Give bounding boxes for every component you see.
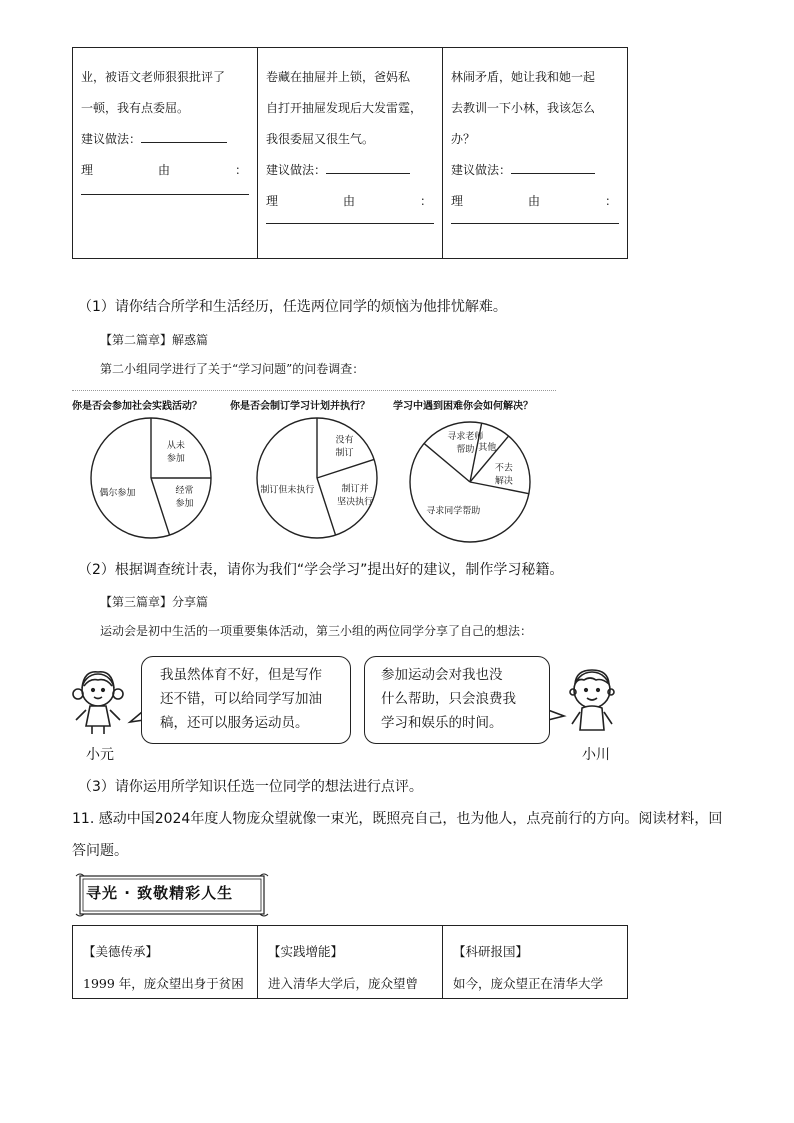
material-text: 进入清华大学后，庞众望曾 xyxy=(268,976,419,991)
material-heading: 【科研报国】 xyxy=(453,944,529,959)
material-text: 如今，庞众望正在清华大学 xyxy=(453,976,604,991)
material-cell xyxy=(258,926,443,998)
scenario-cell-3 xyxy=(443,48,627,258)
question-2: （2）根据调查统计表，请你为我们“学会学习”提出好的建议，制作学习秘籍。 xyxy=(78,562,564,578)
scenario-text: 一顿，我有点委屈。 xyxy=(81,101,190,115)
material-text: 1999 年，庞众望出身于贫困 xyxy=(83,976,244,991)
scenario-text: 卷藏在抽屉并上锁，爸妈私 xyxy=(266,70,411,84)
scenario-text: 办？ xyxy=(451,132,476,146)
material-heading: 【实践增能】 xyxy=(268,944,344,959)
dotted-divider xyxy=(72,390,556,391)
reason-char: ： xyxy=(604,194,617,208)
scenario-text: 去教训一下小林，我该怎么 xyxy=(451,101,596,115)
material-cell xyxy=(73,926,258,998)
question-3: （3）请你运用所学知识任选一位同学的想法进行点评。 xyxy=(78,779,423,795)
advice-label: 建议做法： xyxy=(266,163,327,177)
left-speech-bubble xyxy=(141,656,351,744)
material-table xyxy=(72,925,628,999)
reason-char: 由 xyxy=(342,194,355,208)
pie-slice-label: 经常参加 xyxy=(175,485,194,509)
left-person-name: 小元 xyxy=(86,747,114,763)
bubble-line: 我虽然体育不好，但是写作 xyxy=(160,667,322,683)
question-11-line-1: 11. 感动中国2024年度人物庞众望就像一束光，既照亮自己，也为他人，点亮前行的方向。阅读材料，回 xyxy=(72,811,723,827)
pie-slice-label: 寻求同学帮助 xyxy=(426,506,481,517)
advice-label: 建议做法： xyxy=(451,163,512,177)
bubble-line: 稿，还可以服务运动员。 xyxy=(160,715,309,731)
pie-slice-label: 不去解决 xyxy=(494,463,513,487)
reason-char: 理 xyxy=(81,163,94,177)
right-person-name: 小川 xyxy=(582,747,610,763)
advice-blank[interactable] xyxy=(511,158,595,174)
reason-char: ： xyxy=(234,163,247,177)
scenario-text: 自打开抽屉发现后大发雷霆， xyxy=(266,101,423,115)
right-speech-bubble xyxy=(364,656,550,744)
question-1: （1）请你结合所学和生活经历，任选两位同学的烦恼为他排忧解难。 xyxy=(78,299,507,315)
reason-char: 理 xyxy=(451,194,464,208)
reason-blank[interactable] xyxy=(451,223,619,224)
boy-avatar-icon xyxy=(570,670,614,730)
reason-char: ： xyxy=(419,194,432,208)
reason-blank[interactable] xyxy=(81,194,249,195)
bubble-line: 什么帮助，只会浪费我 xyxy=(381,691,516,707)
pie-slice-label: 制订并坚决执行 xyxy=(337,484,374,508)
pie-slice-label: 寻求老师帮助 xyxy=(447,432,484,456)
chart-title: 你是否会制订学习计划并执行？ xyxy=(230,401,370,412)
bubble-line: 参加运动会对我也没 xyxy=(381,667,503,683)
scenario-text: 业，被语文老师狠狠批评了 xyxy=(81,70,226,84)
chapter-3-heading: 【第三篇章】分享篇 xyxy=(100,595,209,609)
survey-intro: 第二小组同学进行了关于“学习问题”的问卷调查： xyxy=(100,362,365,376)
question-11-line-2: 答问题。 xyxy=(72,843,128,859)
advice-blank[interactable] xyxy=(326,158,410,174)
chapter-2-heading: 【第二篇章】解惑篇 xyxy=(100,333,209,347)
pie-slice-label: 制订但未执行 xyxy=(260,485,315,496)
material-cell xyxy=(443,926,627,998)
reason-char: 理 xyxy=(266,194,279,208)
pie-charts xyxy=(72,410,562,550)
chart-title: 学习中遇到困难你会如何解决？ xyxy=(393,401,533,412)
reason-blank[interactable] xyxy=(266,223,434,224)
bubble-line: 学习和娱乐的时间。 xyxy=(381,715,503,731)
pie-slice-label: 其他 xyxy=(478,442,497,453)
bubble-line: 还不错，可以给同学写加油 xyxy=(160,691,322,707)
scenario-cell-2 xyxy=(258,48,443,258)
pie-slice-label: 从未参加 xyxy=(166,441,185,465)
scenario-text: 我很委屈又很生气。 xyxy=(266,132,375,146)
sports-intro: 运动会是初中生活的一项重要集体活动，第三小组的两位同学分享了自己的想法： xyxy=(100,624,533,638)
advice-label: 建议做法： xyxy=(81,132,142,146)
reason-char: 由 xyxy=(157,163,170,177)
pie-slice-label: 偶尔参加 xyxy=(99,488,136,499)
scenario-text: 林闹矛盾，她让我和她一起 xyxy=(451,70,596,84)
reason-row xyxy=(81,155,249,186)
pie-slice-label: 没有制订 xyxy=(335,435,354,459)
advice-blank[interactable] xyxy=(141,127,227,143)
material-heading: 【美德传承】 xyxy=(83,944,159,959)
girl-avatar-icon xyxy=(73,672,123,734)
banner-title: 寻光 · 致敬精彩人生 xyxy=(86,884,234,902)
scenario-cell-1 xyxy=(73,48,258,258)
reason-row xyxy=(266,186,434,217)
scenario-table xyxy=(72,47,628,259)
reason-row xyxy=(451,186,619,217)
reason-char: 由 xyxy=(527,194,540,208)
chart-title: 你是否会参加社会实践活动？ xyxy=(72,401,202,412)
